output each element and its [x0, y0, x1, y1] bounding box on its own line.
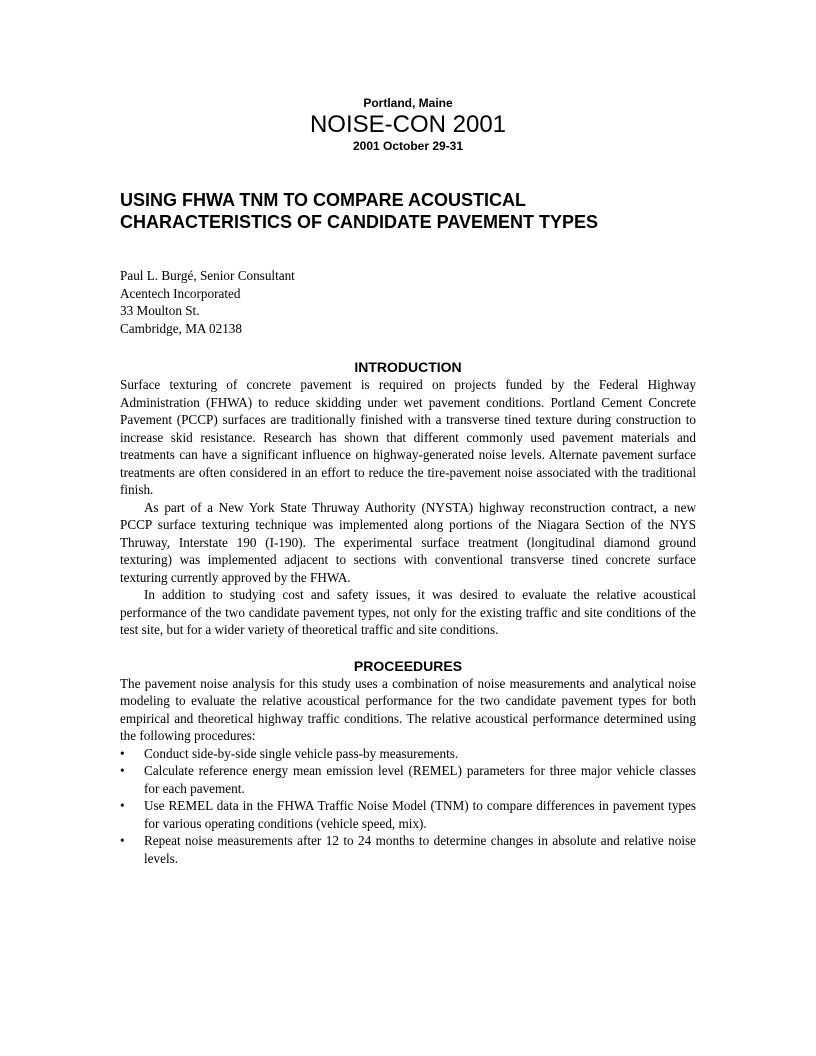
list-item — [120, 797, 696, 832]
list-item — [120, 762, 696, 797]
list-item — [120, 745, 696, 763]
procedures-intro: The pavement noise analysis for this study uses a combination of noise measurements and analytical noise modeling to evaluate the relative acoustical performance for the two candidate pavement types for both empirical and theoretical highway traffic conditions. The relative acoustical performance determined using the following procedures: — [120, 675, 696, 743]
list-item-text: Use REMEL data in the FHWA Traffic Noise Model (TNM) to compare differences in pavement types for various operating conditions (vehicle speed, mix). — [144, 798, 696, 831]
paper-page — [120, 96, 696, 867]
conference-dates: 2001 October 29-31 — [352, 139, 464, 153]
list-item — [120, 832, 696, 867]
introduction-heading: INTRODUCTION — [354, 359, 462, 375]
bullet-icon: • — [120, 833, 125, 848]
paper-title-line-1: USING FHWA TNM TO COMPARE ACOUSTICAL — [120, 190, 526, 210]
introduction-paragraph-1: Surface texturing of concrete pavement is required on projects funded by the Federal Highway Administration (FHWA) to reduce skidding under wet pavement conditions. Portland Cement Concrete Pavement (PCCP) surfaces are traditionally finished with a transverse tined texture during construction to increase skid resistance. Research has shown that different commonly used pavement materials and treatments can have a significant influence on highway-generated noise levels. Alternate pavement surface treatments are often considered in an effort to reduce the tire-pavement noise associated with the traditional finish. — [120, 377, 696, 497]
list-item-text: Conduct side-by-side single vehicle pass-by measurements. — [144, 745, 459, 761]
introduction-paragraph-2: As part of a New York State Thruway Authority (NYSTA) highway reconstruction contract, a new PCCP surface texturing technique was implemented along portions of the Niagara Section of the NYS Thruway, Interstate 190 (I-190). The experimental surface treatment (longitudinal diamond ground texturing) was implemented adjacent to sections with conventional transverse tined concrete surface texturing currently approved by the FHWA. — [120, 499, 696, 585]
list-item-text: Repeat noise measurements after 12 to 24 months to determine changes in absolute and relative noise levels. — [144, 833, 696, 866]
author-city: Cambridge, MA 02138 — [120, 320, 242, 336]
bullet-icon: • — [120, 798, 125, 813]
conference-location: Portland, Maine — [363, 96, 453, 110]
paper-title-line-2: CHARACTERISTICS OF CANDIDATE PAVEMENT TYPES — [120, 212, 599, 232]
conference-name: NOISE-CON 2001 — [309, 111, 507, 138]
bullet-icon: • — [120, 745, 125, 761]
procedures-heading: PROCEEDURES — [353, 657, 463, 674]
list-item-text: Calculate reference energy mean emission level (REMEL) parameters for three major vehicle classes for each pavement. — [144, 763, 696, 796]
procedures-list — [120, 745, 696, 868]
author-company: Acentech Incorporated — [120, 285, 241, 301]
paper-title — [120, 189, 696, 233]
author-name: Paul L. Burgé, Senior Consultant — [120, 268, 295, 283]
introduction-paragraph-3: In addition to studying cost and safety issues, it was desired to evaluate the relative acoustical performance of the two candidate pavement types, not only for the existing traffic and site conditions of the test site, but for a wider variety of theoretical traffic and site conditions. — [120, 587, 696, 637]
author-block — [120, 267, 696, 337]
bullet-icon: • — [120, 763, 125, 778]
author-street: 33 Moulton St. — [120, 303, 200, 318]
